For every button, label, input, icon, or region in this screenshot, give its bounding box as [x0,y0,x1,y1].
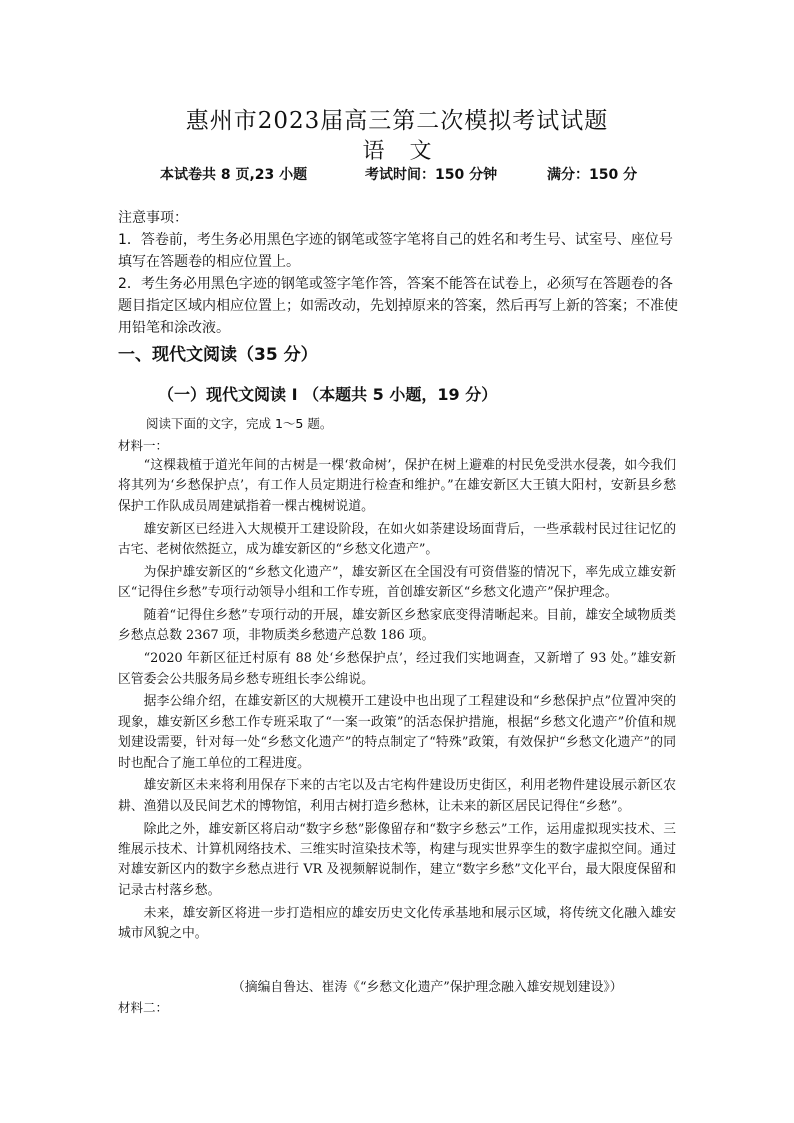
exam-meta [160,164,637,184]
notes-item: 2．考生务必用黑色字迹的钢笔或签字笔作答，答案不能答在试卷上，必须写在答题卷的各题目指定区域内相应位置上；如需改动，先划掉原来的答案，然后再写上新的答案；不准使用铅笔和涂改液。 [118,276,678,336]
passage-paragraph: “2020 年新区征迁村原有 88 处‘乡愁保护点’，经过我们实地调查，又新增了 93 处。”雄安新区管委会公共服务局乡愁专班组长李公绵说。 [118,651,676,687]
exam-time: 考试时间：150 分钟 [365,167,498,183]
passage-paragraph: “这棵栽植于道光年间的古树是一棵‘救命树’，保护在树上避难的村民免受洪水侵袭，如今我们将其列为‘乡愁保护点’，有工作人员定期进行检查和维护。”在雄安新区大王镇大阳村，安新县乡愁保护工作队成员周建斌指着一棵古槐树说道。 [118,458,676,514]
total-score: 满分：150 分 [547,167,638,183]
passage-paragraph: 随着“记得住乡愁”专项行动的开展，雄安新区乡愁家底变得清晰起来。目前，雄安全域物质类乡愁点总数 2367 项，非物质类乡愁遗产总数 186 项。 [118,608,676,644]
passage-paragraph: 据李公绵介绍，在雄安新区的大规模开工建设中也出现了工程建设和“乡愁保护点”位置冲突的现象，雄安新区乡愁工作专班采取了“一案一政策”的活态保护措施，根据“乡愁文化遗产”价值和规划建设需要，针对每一处“乡愁文化遗产”的特点制定了“特殊”政策，有效保护“乡愁文化遗产”的同时也配合了施工单位的工程进度。 [118,694,676,771]
page-count: 本试卷共 8 页,23 小题 [160,167,308,183]
notes-block [118,207,678,339]
subsection-heading: （一）现代文阅读 I （本题共 5 小题，19 分） [158,385,498,404]
passage-source: （摘编自鲁达、崔涛《“乡愁文化遗产”保护理念融入雄安规划建设》） [232,980,623,995]
passage-paragraph: 为保护雄安新区的“乡愁文化遗产”，雄安新区在全国没有可资借鉴的情况下，率先成立雄安新区“记得住乡愁”专项行动领导小组和工作专班，首创雄安新区“乡愁文化遗产”保护理念。 [118,564,676,601]
reading-instruction: 阅读下面的文字，完成 1～5 题。 [146,416,333,431]
material-two-label: 材料二： [118,1000,169,1015]
section-heading: 一、现代文阅读（35 分） [118,345,318,365]
passage-paragraph: 除此之外，雄安新区将启动“数字乡愁”影像留存和“数字乡愁云”工作，运用虚拟现实技术、三维展示技术、计算机网络技术、三维实时渲染技术等，构建与现实世界孪生的数字虚拟空间。通过对雄安新区内的数字乡愁点进行 VR 及视频解说制作，建立“数字乡愁”文化平台，最大限度保留和记录古村落乡愁。 [118,821,676,898]
notes-item: 1．答卷前，考生务必用黑色字迹的钢笔或签字笔将自己的姓名和考生号、试室号、座位号填写在答题卷的相应位置上。 [118,232,673,270]
exam-title: 惠州市2023届高三第二次模拟考试试题 [185,108,609,134]
passage-paragraph: 未来，雄安新区将进一步打造相应的雄安历史文化传承基地和展示区域，将传统文化融入雄安城市风貌之中。 [118,905,676,942]
passage-paragraph: 雄安新区未来将利用保存下来的古宅以及古宅构件建设历史街区，利用老物件建设展示新区农耕、渔猎以及民间艺术的博物馆，利用古树打造乡愁林，让未来的新区居民记得住“乡愁”。 [118,778,676,814]
notes-heading: 注意事项： [118,210,188,226]
material-one-label: 材料一： [118,438,169,453]
subject-title: 语 文 [362,139,432,164]
passage-body [118,456,676,947]
passage-paragraph: 雄安新区已经进入大规模开工建设阶段，在如火如荼建设场面背后，一些承载村民过往记忆的古宅、老树依然挺立，成为雄安新区的“乡愁文化遗产”。 [118,521,676,558]
